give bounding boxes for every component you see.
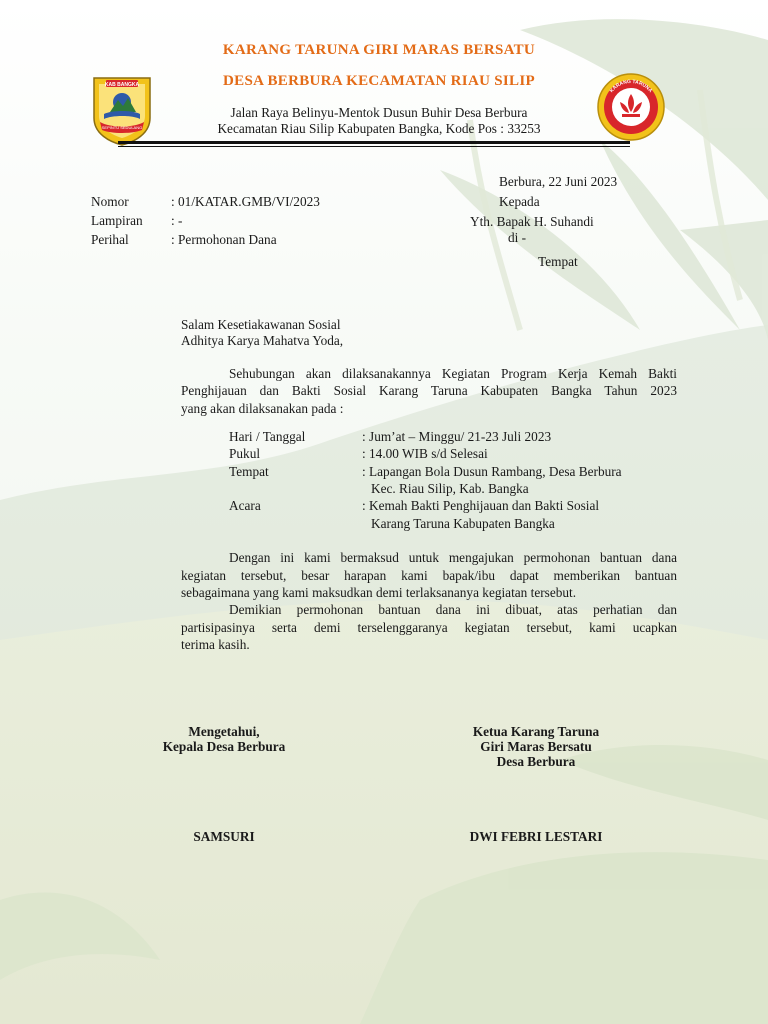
sign-right-line-1: Ketua Karang Taruna	[472, 724, 600, 739]
body2-line-1: Demikian permohonan bantuan dana ini dibuat, atas perhatian dan	[229, 602, 677, 617]
sign-left-line-2: Kepala Desa Berbura	[162, 739, 286, 754]
intro-line-2: Penghijauan dan Bakti Sosial Karang Taruna Kabupaten Bangka Tahun 2023	[181, 383, 677, 398]
greeting-1: Salam Kesetiakawanan Sosial	[181, 317, 341, 332]
svg-text:SEPINTU SEDULANG: SEPINTU SEDULANG	[101, 125, 143, 130]
tempat-value-2: Kec. Riau Silip, Kab. Bangka	[371, 481, 529, 496]
body2-line-2: partisipasinya serta demi terselenggaranya kegiatan tersebut, kami ucapkan	[181, 620, 677, 635]
sign-left-line-1: Mengetahui,	[188, 724, 260, 739]
address-line-2: Kecamatan Riau Silip Kabupaten Bangka, Kode Pos : 33253	[217, 121, 541, 136]
address-line-1: Jalan Raya Belinyu-Mentok Dusun Buhir Desa Berbura	[230, 105, 528, 120]
sign-right-name: DWI FEBRI LESTARI	[469, 829, 603, 844]
pukul-label: Pukul	[229, 446, 261, 461]
body1-line-3: sebagaimana yang kami maksudkan demi terlaksananya kegiatan tersebut.	[181, 585, 577, 600]
greeting-2: Adhitya Karya Mahatva Yoda,	[181, 333, 344, 348]
hari-label: Hari / Tanggal	[229, 429, 306, 444]
header-divider-thin	[118, 146, 630, 147]
di: di -	[508, 230, 527, 245]
acara-value-1: : Kemah Bakti Penghijauan dan Bakti Sosial	[362, 498, 600, 513]
body1-line-2: kegiatan tersebut, besar harapan kami bapak/ibu dapat memberikan bantuan	[181, 568, 677, 583]
acara-value-2: Karang Taruna Kabupaten Bangka	[371, 516, 555, 531]
sign-left-name: SAMSURI	[193, 829, 255, 844]
tempat-value-1: : Lapangan Bola Dusun Rambang, Desa Berbura	[362, 464, 622, 479]
org-name: KARANG TARUNA GIRI MARAS BERSATU	[222, 42, 536, 58]
body2-line-3: terima kasih.	[181, 637, 250, 652]
kepada: Kepada	[499, 194, 540, 209]
perihal-value: : Permohonan Dana	[171, 232, 277, 247]
sign-right-line-2: Giri Maras Bersatu	[480, 739, 592, 754]
intro-line-1: Sehubungan akan dilaksanakannya Kegiatan Program Kerja Kemah Bakti	[229, 366, 677, 381]
perihal-label: Perihal	[91, 232, 129, 247]
intro-line-3: yang akan dilaksanakan pada :	[181, 401, 344, 416]
body1-line-1: Dengan ini kami bermaksud untuk mengajukan permohonan bantuan dana	[229, 550, 677, 565]
addressee: Yth. Bapak H. Suhandi	[470, 214, 594, 229]
village-name: DESA BERBURA KECAMATAN RIAU SILIP	[223, 73, 535, 89]
nomor-label: Nomor	[91, 194, 129, 209]
hari-value: : Jum’at – Minggu/ 21-23 Juli 2023	[362, 429, 552, 444]
pukul-value: : 14.00 WIB s/d Selesai	[362, 446, 488, 461]
acara-label: Acara	[229, 498, 261, 513]
svg-text:KARANG TARUNA: KARANG TARUNA	[608, 78, 654, 94]
place-date: Berbura, 22 Juni 2023	[499, 174, 618, 189]
lampiran-label: Lampiran	[91, 213, 143, 228]
lampiran-value: : -	[171, 213, 183, 228]
sign-right-line-3: Desa Berbura	[496, 754, 576, 769]
tempat-heading: Tempat	[538, 254, 578, 269]
nomor-value: : 01/KATAR.GMB/VI/2023	[171, 194, 320, 209]
tempat-label: Tempat	[229, 464, 269, 479]
header-divider	[118, 141, 630, 144]
svg-text:KAB BANGKA: KAB BANGKA	[104, 82, 140, 88]
